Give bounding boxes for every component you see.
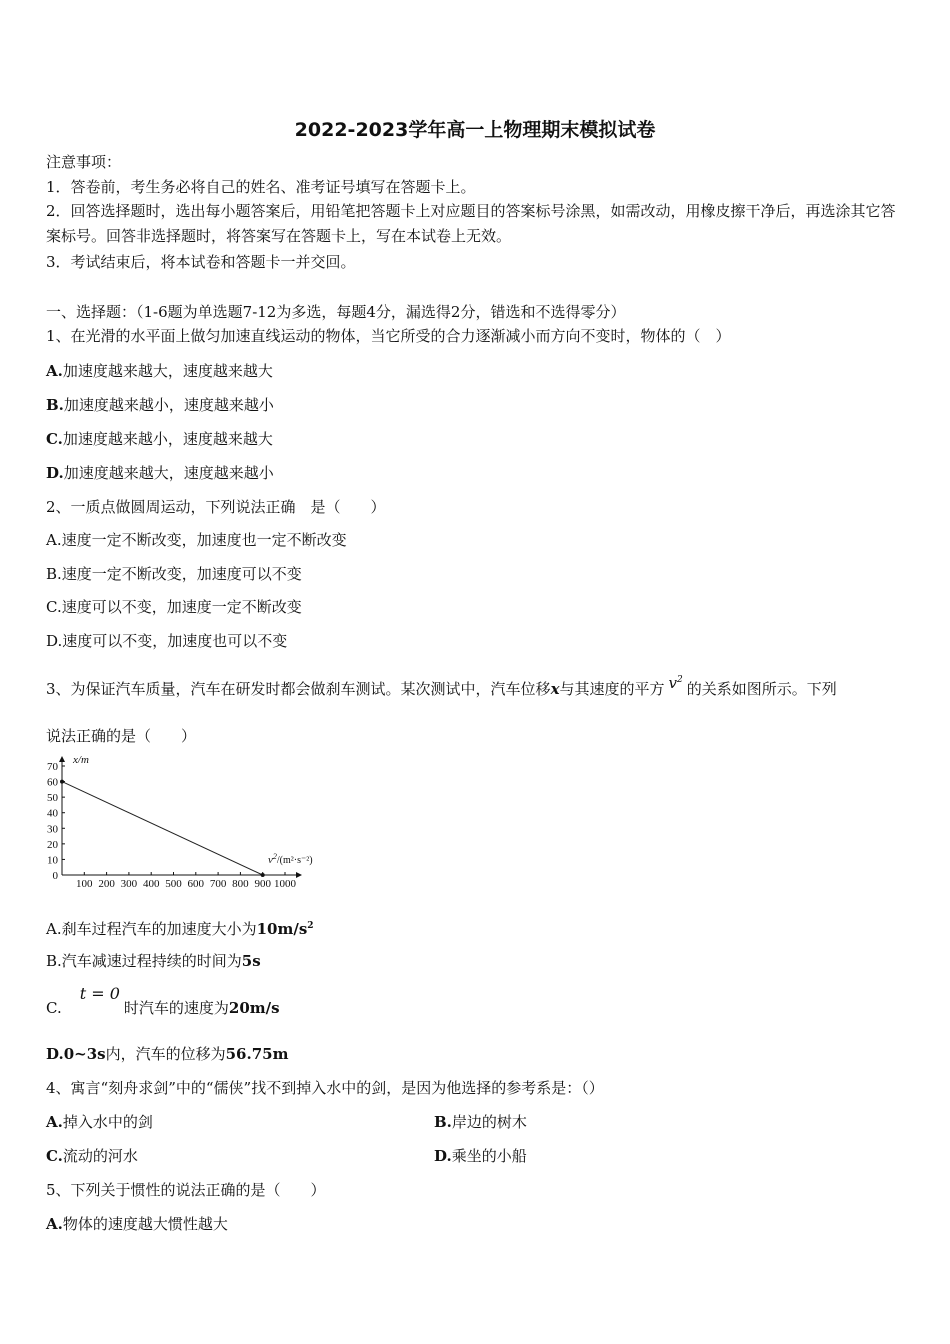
option-label: D. — [434, 1147, 452, 1165]
option-text: 内，汽车的位移为 — [105, 1045, 226, 1063]
option-label: C. — [46, 430, 63, 448]
q1-option-a — [46, 361, 273, 381]
x-variable: x — [550, 680, 560, 698]
q3-stem-part1: 3、为保证汽车质量，汽车在研发时都会做刹车测试。某次测试中，汽车位移 — [46, 680, 551, 698]
y-tick-label: 0 — [52, 870, 58, 882]
v-variable — [669, 674, 683, 692]
q4-option-b — [434, 1112, 527, 1132]
q3-stem-part2: 与其速度的平方 — [559, 680, 665, 698]
q5-stem: 5、下列关于惯性的说法正确的是（ ） — [46, 1181, 326, 1199]
q4-stem: 4、寓言“刻舟求剑”中的“儒侠”找不到掉入水中的剑，是因为他选择的参考系是：（） — [46, 1079, 604, 1097]
data-point — [60, 780, 64, 784]
y-axis-label: x/m — [73, 754, 89, 766]
chart-series — [60, 780, 265, 877]
x-axis-arrow — [296, 872, 302, 878]
chart-axes — [59, 756, 302, 878]
option-text: B.汽车减速过程持续的时间为 — [46, 952, 242, 970]
option-label: D. — [46, 464, 64, 482]
page-title: 2022-2023学年高一上物理期末模拟试卷 — [294, 119, 656, 141]
y-tick-label: 40 — [47, 807, 58, 820]
y-tick-label: 10 — [47, 854, 58, 867]
q3-option-d — [46, 1044, 288, 1064]
option-text: 流动的河水 — [62, 1147, 138, 1165]
option-label: B. — [46, 396, 64, 414]
option-exponent: 2 — [307, 921, 314, 931]
option-text: 物体的速度越大惯性越大 — [62, 1215, 228, 1233]
q3-option-a — [46, 916, 314, 939]
x-axis-label-exp: 2 — [272, 852, 277, 861]
y-tick-label: 70 — [47, 761, 58, 773]
note-item-3: 3．考试结束后，将本试卷和答题卡一并交回。 — [46, 253, 356, 271]
q4-option-a — [46, 1112, 153, 1132]
option-label: A. — [46, 1113, 63, 1131]
option-value: D.0~3s — [46, 1045, 106, 1063]
q3-option-c — [46, 984, 280, 1018]
option-value: 10m/s — [256, 920, 308, 938]
option-text: 加速度越来越小，速度越来越大 — [62, 430, 273, 448]
y-tick-label: 60 — [47, 776, 58, 789]
q2-option-d: D.速度可以不变，加速度也可以不变 — [46, 632, 288, 650]
series-line — [62, 782, 263, 875]
q3-stem-line2: 说法正确的是（ ） — [46, 727, 197, 745]
q2-option-b: B.速度一定不断改变，加速度可以不变 — [46, 565, 302, 583]
q3-stem-line1 — [46, 676, 837, 699]
q1-option-c — [46, 429, 273, 449]
note-item-1: 1．答卷前，考生务必将自己的姓名、准考证号填写在答题卡上。 — [46, 178, 476, 196]
x-tick-label: 600 — [187, 878, 205, 890]
x-tick-label: 500 — [165, 878, 182, 890]
q1-stem: 1、在光滑的水平面上做匀加速直线运动的物体，当它所受的合力逐渐减小而方向不变时，物体的（ ） — [46, 327, 731, 345]
q2-option-c: C.速度可以不变，加速度一定不断改变 — [46, 598, 302, 616]
q3-option-b — [46, 951, 261, 971]
x-tick-label: 300 — [120, 878, 138, 890]
q5-option-a — [46, 1214, 228, 1234]
option-text: 加速度越来越大，速度越来越小 — [63, 464, 274, 482]
v-letter: v — [668, 674, 678, 692]
chart-ticks — [47, 761, 297, 890]
q3-stem-part3: 的关系如图所示。下列 — [686, 680, 837, 698]
data-point — [261, 873, 265, 877]
y-tick-label: 50 — [47, 792, 58, 805]
x-tick-label: 200 — [98, 878, 115, 890]
q2-stem: 2、一质点做圆周运动，下列说法正确 是（ ） — [46, 498, 386, 516]
option-label: B. — [434, 1113, 452, 1131]
y-tick-label: 20 — [47, 838, 58, 851]
time-expression: t = 0 — [79, 984, 120, 1003]
option-label: A. — [46, 1215, 63, 1233]
x-tick-label: 700 — [209, 878, 227, 890]
x-tick-label: 800 — [232, 878, 249, 890]
notes-header: 注意事项： — [46, 153, 122, 171]
x-tick-label: 400 — [142, 878, 160, 890]
q4-option-c — [46, 1146, 138, 1166]
x-axis-label — [268, 852, 313, 866]
option-label: A. — [46, 362, 63, 380]
option-text: 岸边的树木 — [451, 1113, 527, 1131]
y-axis-arrow — [59, 756, 65, 762]
option-text: A.刹车过程汽车的加速度大小为 — [46, 920, 257, 938]
x-tick-label: 1000 — [274, 878, 296, 890]
option-text: 掉入水中的剑 — [62, 1113, 153, 1131]
option-label: C. — [46, 999, 62, 1017]
xv2-chart — [40, 752, 340, 894]
section-header: 一、选择题：（1-6题为单选题7-12为多选，每题4分，漏选得2分，错选和不选得零分） — [46, 303, 626, 321]
option-label: C. — [46, 1147, 63, 1165]
option-value: 20m/s — [228, 999, 280, 1017]
option-value-2: 56.75m — [225, 1045, 289, 1063]
x-tick-label: 100 — [76, 878, 93, 890]
option-value: 5s — [241, 952, 261, 970]
option-text: 乘坐的小船 — [451, 1147, 527, 1165]
q1-option-d — [46, 463, 274, 483]
option-text: 时汽车的速度为 — [123, 999, 229, 1017]
v-exponent: 2 — [677, 675, 683, 685]
q1-option-b — [46, 395, 274, 415]
x-axis-label-unit: /(m²·s⁻²) — [276, 855, 313, 866]
y-tick-label: 30 — [47, 823, 58, 836]
q2-option-a: A.速度一定不断改变，加速度也一定不断改变 — [46, 531, 347, 549]
option-text: 加速度越来越小，速度越来越小 — [63, 396, 274, 414]
option-text: 加速度越来越大，速度越来越大 — [62, 362, 273, 380]
x-axis-label-main: v — [268, 854, 273, 866]
q4-option-d — [434, 1146, 527, 1166]
x-tick-label: 900 — [254, 878, 271, 890]
note-item-2: 2．回答选择题时，选出每小题答案后，用铅笔把答题卡上对应题目的答案标号涂黑，如需改动，用橡皮擦干净后，再选涂其它答案标号。回答非选择题时，将答案写在答题卡上，写在本试卷上无效。 — [46, 202, 896, 245]
